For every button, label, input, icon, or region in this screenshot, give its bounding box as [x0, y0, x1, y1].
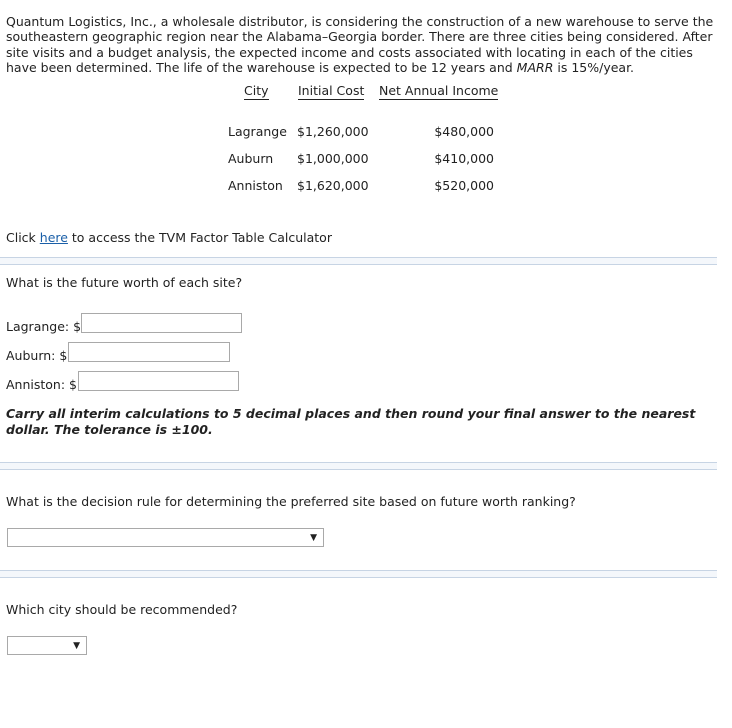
row-anniston-cost: $1,620,000: [297, 178, 369, 193]
chevron-down-icon: ▼: [310, 533, 317, 543]
row-lagrange-city: Lagrange: [228, 124, 287, 139]
rounding-note: Carry all interim calculations to 5 decimal places and then round your final answer to the nearest dollar. The tolerance is ±100.: [6, 406, 696, 437]
tvm-prefix: Click: [6, 230, 40, 245]
tvm-calculator-line: [6, 230, 332, 245]
row-anniston-city: Anniston: [228, 178, 283, 193]
marr-label: MARR: [516, 59, 554, 75]
header-initial-cost: Initial Cost: [298, 83, 365, 98]
section-divider: [0, 570, 717, 578]
problem-statement: [6, 14, 722, 75]
lagrange-label: Lagrange: $: [6, 319, 82, 334]
question-future-worth: What is the future worth of each site?: [6, 275, 243, 290]
row-auburn-city: Auburn: [228, 151, 274, 166]
tvm-suffix: to access the TVM Factor Table Calculator: [67, 230, 332, 245]
anniston-label: Anniston: $: [6, 377, 77, 392]
question-recommended-city: Which city should be recommended?: [6, 602, 238, 617]
row-lagrange-income: $480,000: [434, 124, 494, 139]
decision-rule-dropdown[interactable]: [7, 528, 324, 547]
row-auburn-income: $410,000: [434, 151, 494, 166]
row-lagrange-cost: $1,260,000: [297, 124, 369, 139]
section-divider: [0, 257, 717, 265]
tvm-link[interactable]: here: [39, 230, 68, 245]
lagrange-future-worth-input[interactable]: [81, 313, 242, 333]
row-anniston-income: $520,000: [434, 178, 494, 193]
section-divider: [0, 462, 717, 470]
anniston-future-worth-input[interactable]: [78, 371, 239, 391]
auburn-label: Auburn: $: [6, 348, 68, 363]
problem-text-part2: is 15%/year.: [553, 59, 635, 75]
chevron-down-icon: ▼: [73, 641, 80, 651]
auburn-future-worth-input[interactable]: [68, 342, 230, 362]
question-decision-rule: What is the decision rule for determining the preferred site based on future worth ranking?: [6, 494, 576, 509]
header-net-annual-income: Net Annual Income: [379, 83, 499, 98]
recommended-city-dropdown[interactable]: [7, 636, 87, 655]
row-auburn-cost: $1,000,000: [297, 151, 369, 166]
problem-text-part1: Quantum Logistics, Inc., a wholesale distributor, is considering the construction of a new warehouse to serve the southeastern geographic region near the Alabama–Georgia border. There are three cities being considered. After site visits and a budget analysis, the expected income and costs associated with locating in each of the cities have been determined. The life of the warehouse is expected to be 12 years and: [6, 14, 714, 75]
header-city: City: [244, 83, 269, 98]
